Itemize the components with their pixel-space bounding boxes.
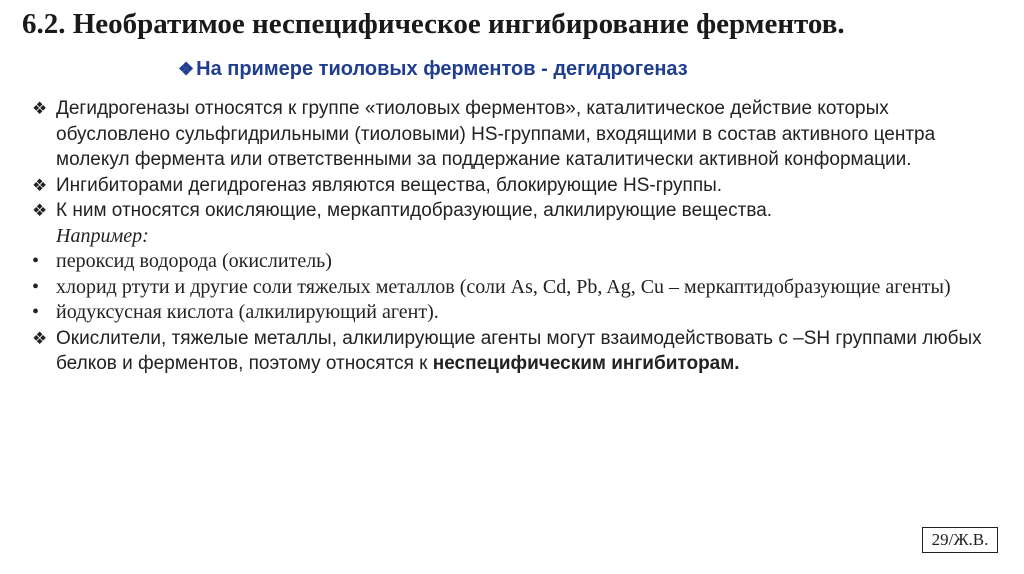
slide-title: 6.2. Необратимое неспецифическое ингибирование ферментов. bbox=[22, 8, 845, 40]
list-item bbox=[32, 249, 1002, 275]
paragraph-1 bbox=[32, 96, 1002, 173]
bullet-dot-icon: • bbox=[32, 275, 40, 298]
list-item-text: хлорид ртути и другие соли тяжелых металлов (соли As, Cd, Pb, Ag, Cu – меркаптидобразующие агенты) bbox=[56, 275, 951, 298]
paragraph-2 bbox=[32, 173, 1002, 199]
paragraph-text: Дегидрогеназы относятся к группе «тиоловых ферментов», каталитическое действие которых обусловлено сульфгидрильными (тиоловыми) HS-группами, входящими в состав активного центра молекул фермента или ответственными за поддержание каталитически активной конформации. bbox=[56, 98, 936, 170]
list-item-text: йодуксусная кислота (алкилирующий агент). bbox=[56, 301, 439, 323]
list-item bbox=[32, 275, 1002, 301]
diamond-cluster-icon: ❖ bbox=[32, 328, 48, 348]
diamond-cluster-icon: ❖ bbox=[32, 99, 48, 118]
paragraph-3 bbox=[32, 198, 1002, 224]
diamond-cluster-icon: ❖ bbox=[32, 201, 48, 220]
conclusion-bold-text: неспецифическим ингибиторам. bbox=[432, 353, 740, 374]
list-item bbox=[32, 300, 1002, 326]
diamond-cluster-icon: ❖ bbox=[178, 59, 195, 79]
bullet-dot-icon: • bbox=[32, 250, 40, 272]
paragraph-conclusion bbox=[32, 326, 1002, 377]
paragraph-text: Ингибиторами дегидрогеназ являются вещества, блокирующие HS-группы. bbox=[56, 174, 723, 196]
diamond-cluster-icon: ❖ bbox=[32, 175, 48, 195]
paragraph-text: К ним относятся окисляющие, меркаптидобразующие, алкилирующие вещества. bbox=[56, 200, 773, 221]
slide-subtitle bbox=[178, 58, 688, 81]
example-label: Например: bbox=[56, 224, 149, 247]
subtitle-text: На примере тиоловых ферментов - дегидрогеназ bbox=[196, 58, 688, 80]
slide-body bbox=[32, 96, 1002, 377]
bullet-dot-icon: • bbox=[32, 301, 40, 323]
conclusion-text: Окислители, тяжелые металлы, алкилирующие агенты могут взаимодействовать с –SH группами любых белков и ферментов, поэтому относятся к bbox=[56, 327, 982, 374]
page-number: 29/Ж.В. bbox=[922, 527, 998, 553]
list-item-text: пероксид водорода (окислитель) bbox=[56, 250, 332, 272]
